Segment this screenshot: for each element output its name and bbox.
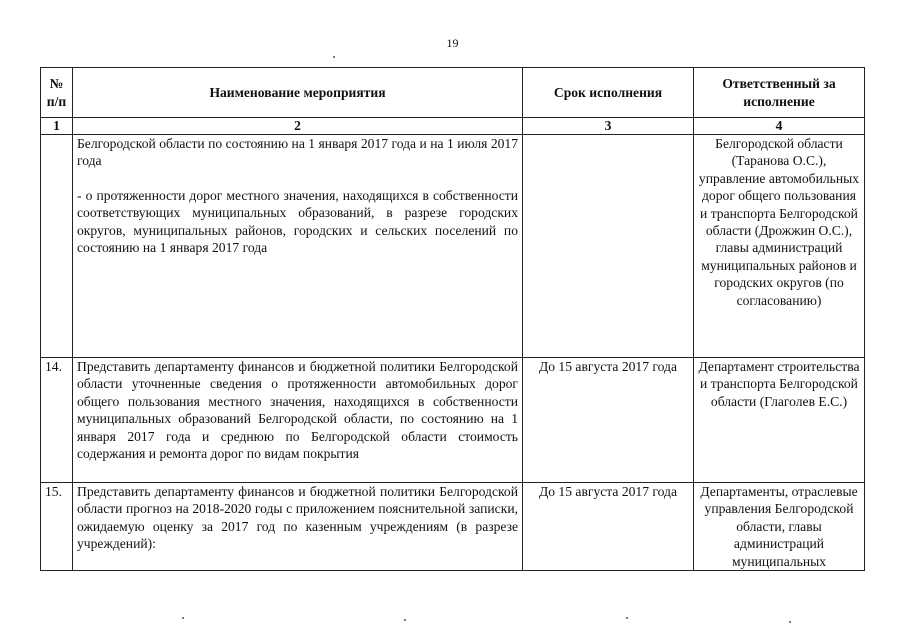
row-description-text: - о протяженности дорог местного значения, находящихся в собственности соответствующих муниципальных образований, в разрезе городских округов, муниципальных районов, городских и сельских поселений по состоянию на 1 января 2017 года [77,187,518,256]
row-description-text: Белгородской области по состоянию на 1 января 2017 года и на 1 июля 2017 года [77,136,518,169]
header-name: Наименование мероприятия [73,68,523,118]
table-row [41,135,865,358]
row-deadline: До 15 августа 2017 года [523,483,694,571]
row-responsible: Департаменты, отраслевые управления Белгородской области, главы администраций муниципальных [694,483,865,571]
row-description: Представить департаменту финансов и бюджетной политики Белгородской области прогноз на 2018-2020 годы с приложением пояснительной записки, ожидаемую оценку за 2017 год по казенным учреждениям (в разрезе учреждений): [73,483,523,571]
column-number: 1 [41,118,73,135]
row-number [41,135,73,358]
row-responsible: Белгородской области (Таранова О.С.), управление автомобильных дорог общего пользования и транспорта Белгородской области (Дрожжин О.С.), главы администраций муниципальных районов и городских округов (по согласованию) [694,135,865,358]
header-num: № п/п [41,68,73,118]
paragraph-gap [77,170,518,187]
table-row [41,358,865,483]
header-row [41,68,865,118]
measures-table [40,67,865,571]
column-number: 4 [694,118,865,135]
row-responsible: Департамент строительства и транспорта Белгородской области (Глаголев Е.С.) [694,358,865,483]
row-deadline: До 15 августа 2017 года [523,358,694,483]
row-deadline [523,135,694,358]
column-number-row [41,118,865,135]
table-row [41,483,865,571]
row-description: Представить департаменту финансов и бюджетной политики Белгородской области уточненные сведения о протяженности автомобильных дорог общего пользования местного значения, находящихся в собственности муниципальных образований Белгородской области, по состоянию на 1 января 2017 года и среднюю по Белгородской области стоимость содержания и ремонта дорог по видам покрытия [73,358,523,483]
column-number: 2 [73,118,523,135]
row-number: 15. [41,483,73,571]
column-number: 3 [523,118,694,135]
header-responsible: Ответственный за исполнение [694,68,865,118]
page-number: 19 [446,36,459,50]
row-description [73,135,523,358]
scan-speck [789,621,791,623]
header-deadline: Срок исполнения [523,68,694,118]
scan-speck [182,617,184,619]
scan-speck [333,56,335,58]
scan-speck [626,617,628,619]
row-number: 14. [41,358,73,483]
scan-speck [404,619,406,621]
